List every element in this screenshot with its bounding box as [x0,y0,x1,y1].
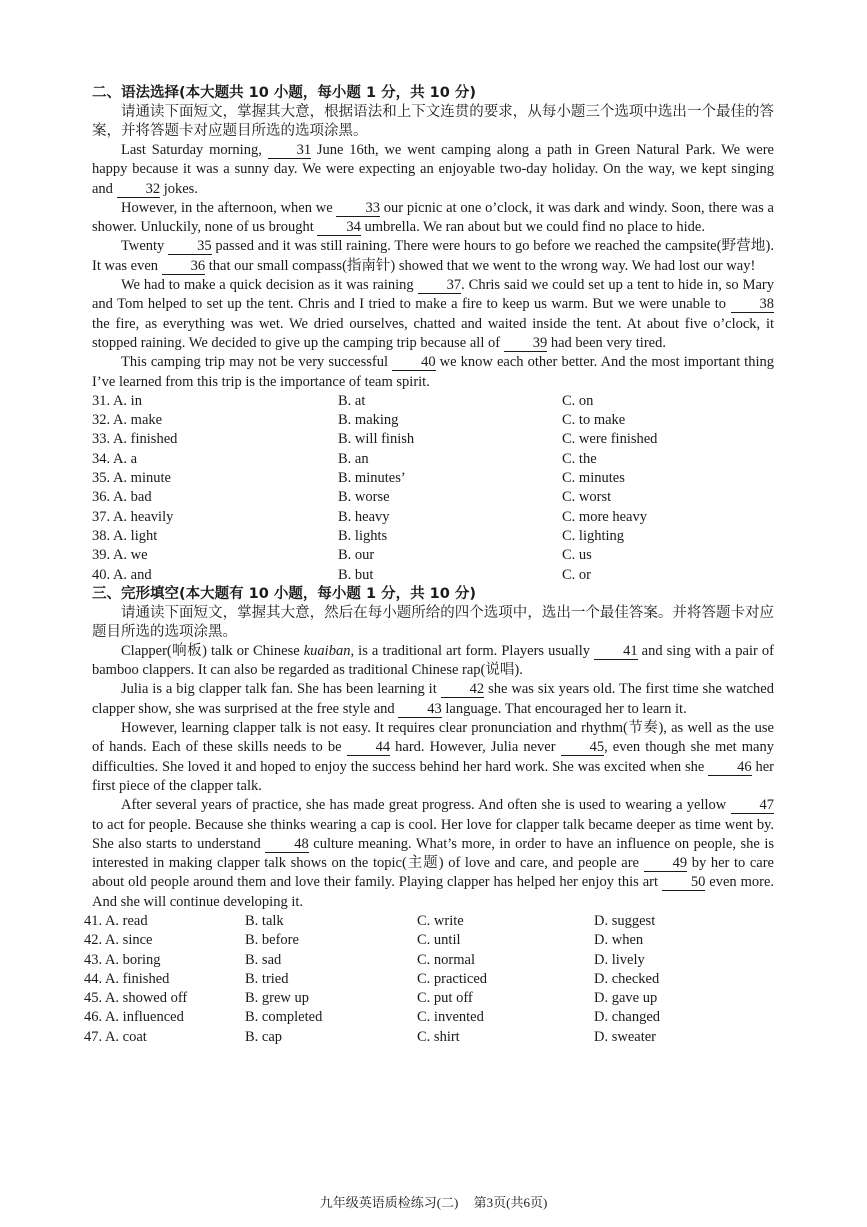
option-choice: B. an [338,450,369,467]
cloze-passage [92,642,774,912]
question-blank: 38 [731,297,775,313]
option-choice: C. worst [562,489,612,506]
question-blank: 39 [504,336,548,352]
passage-paragraph [92,141,774,199]
option-choice: 39. A. we [92,547,148,564]
passage-paragraph [92,796,774,912]
question-blank: 35 [168,239,212,255]
option-choice: B. lights [338,527,388,544]
option-choice: B. tried [245,970,289,987]
question-blank: 32 [117,182,161,198]
cloze-section-instruction: 请通读下面短文，掌握其大意，然后在每小题所给的四个选项中，选出一个最佳答案。并将答题卡对应题目所选的选项涂黑。 [92,604,774,640]
passage-paragraph [92,719,774,796]
grammar-passage [92,141,774,392]
option-choice: C. lighting [562,527,625,544]
option-choice: C. were finished [562,431,658,448]
passage-text: to act for people. Because she thinks wearing a cap is cool. Her love for clapper talk became deeper as time went by. She also starts to understand [92,816,774,852]
passage-text: We had to make a quick decision as it was raining [121,277,418,294]
option-choice: C. to make [562,412,626,429]
passage-text: passed and it was still raining. There were hours to go before we reached the campsite(野营地). It was even [92,238,774,274]
option-choice: B. talk [245,912,284,929]
question-blank: 33 [336,201,380,217]
passage-text: and sing with a pair of bamboo clappers. It can also be regarded as traditional Chinese rap(说唱). [92,642,774,679]
option-choice: B. minutes’ [338,470,406,487]
option-choice: B. but [338,566,374,583]
option-choice: B. making [338,412,399,429]
question-blank: 34 [317,220,361,236]
footer-title: 九年级英语质检练习(二) [319,1195,459,1210]
passage-text: we know each other better. And the most important thing I’ve learned from this trip is the importance of team spirit. [92,354,774,390]
option-choice: 33. A. finished [92,431,178,448]
option-choice: 38. A. light [92,527,158,544]
option-choice: D. checked [594,970,660,987]
option-row [84,970,774,989]
option-choice: B. grew up [245,990,310,1007]
option-choice: 34. A. a [92,450,138,467]
question-blank: 40 [392,355,436,371]
passage-text: jokes. [160,180,198,197]
option-choice: B. heavy [338,508,390,525]
option-row [92,508,774,527]
question-blank: 37 [418,278,462,294]
option-choice: 46. A. influenced [84,1009,184,1026]
option-choice: C. the [562,450,597,467]
passage-paragraph [92,353,774,392]
option-choice: B. will finish [338,431,415,448]
italic-term: kuaiban [303,642,351,659]
option-row [84,931,774,950]
option-choice: B. cap [245,1028,283,1045]
option-row [84,912,774,931]
passage-text: After several years of practice, she has made great progress. And often she is used to wearing a yellow [121,797,731,814]
passage-text: had been very tired. [547,334,666,351]
option-choice: D. sweater [594,1028,657,1045]
footer-page-number: 第3页(共6页) [473,1195,548,1210]
option-row [92,392,774,411]
passage-text: However, learning clapper talk is not easy. It requires clear pronunciation and rhythm(节奏), as well as the use of hands. Each of these skills needs to be [92,720,774,756]
option-choice: C. minutes [562,470,625,487]
option-choice: 32. A. make [92,412,163,429]
option-row [92,411,774,430]
passage-paragraph [92,237,774,276]
question-blank: 49 [644,856,688,872]
option-row [92,566,774,585]
option-choice: C. shirt [417,1028,460,1045]
option-choice: 36. A. bad [92,489,152,506]
passage-text: . Chris said we could set up a tent to hide in, so Mary and Tom helped to set up the tent. Chris and I tried to make a fire to keep us warm. But we were unable to [92,277,774,313]
passage-text: umbrella. We ran about but we could find no place to hide. [360,219,705,236]
page-footer [0,1194,867,1211]
option-choice: C. more heavy [562,508,647,525]
passage-paragraph [92,199,774,238]
option-row [92,430,774,449]
option-choice: 45. A. showed off [84,990,188,1007]
question-blank: 43 [398,702,442,718]
question-blank: 44 [347,740,391,756]
option-row [84,951,774,970]
question-blank: 47 [731,798,775,814]
option-choice: B. sad [245,951,282,968]
passage-paragraph [92,642,774,681]
option-choice: C. practiced [417,970,488,987]
option-row [92,546,774,565]
option-choice: C. normal [417,951,475,968]
grammar-section-heading: 二、语法选择(本大题共 10 小题，每小题 1 分，共 10 分) [92,85,476,101]
passage-text: culture meaning. What’s more, in order to have an influence on people, she is interested in making clapper talk shows on the topic(主题) of love and care, and people are [92,835,774,872]
passage-text: that our small compass(指南针) showed that we went to the wrong way. We had lost our way! [205,257,756,274]
option-choice: C. on [562,392,594,409]
passage-text: our picnic at one o’clock, it was dark and windy. Soon, there was a shower. Unluckily, none of us brought [92,199,774,236]
option-row [92,469,774,488]
passage-paragraph [92,680,774,719]
passage-text: Twenty [121,238,169,255]
option-choice: B. our [338,547,375,564]
cloze-options [84,912,774,1047]
passage-text: This camping trip may not be very successful [121,354,393,371]
question-blank: 46 [708,760,752,776]
passage-text: However, in the afternoon, when we [121,199,337,216]
option-choice: C. write [417,912,464,929]
option-choice: C. put off [417,990,473,1007]
option-choice: B. completed [245,1009,323,1026]
option-choice: 35. A. minute [92,470,171,487]
option-choice: 44. A. finished [84,970,170,987]
passage-text: by her to care about old people around them and love their family. Playing clapper has helped her enjoy this art [92,855,774,891]
exam-page [84,84,775,1047]
passage-text: hard. However, Julia never [390,739,561,756]
option-choice: B. worse [338,489,390,506]
passage-text: she was six years old. The first time she watched clapper show, she was surprised at the free style and [92,681,774,717]
option-row [84,1028,774,1047]
question-blank: 50 [662,875,706,891]
question-blank: 45 [561,740,605,756]
grammar-options [92,392,774,585]
option-choice: 40. A. and [92,566,152,583]
option-choice: 37. A. heavily [92,508,174,525]
question-blank: 41 [594,644,638,660]
option-row [92,488,774,507]
option-choice: C. invented [417,1009,484,1026]
question-blank: 36 [162,259,206,275]
question-blank: 31 [268,143,312,159]
option-choice: D. changed [594,1009,661,1026]
option-choice: 41. A. read [84,912,148,929]
passage-paragraph [92,276,774,353]
question-blank: 42 [441,682,485,698]
option-choice: D. gave up [594,990,658,1007]
option-row [84,989,774,1008]
option-choice: C. us [562,547,592,564]
option-row [92,527,774,546]
passage-text: , even though she met many difficulties. She loved it and hoped to enjoy the success behind her hard work. She was excited when she [92,739,774,775]
option-choice: D. lively [594,951,645,968]
option-row [92,450,774,469]
cloze-section [84,585,775,1047]
passage-text: the fire, as everything was wet. We dried ourselves, chatted and waited inside the tent. At about five o’clock, it stopped raining. We decided to give up the camping trip because all of [92,315,774,351]
grammar-section [92,84,774,585]
question-blank: 48 [265,837,309,853]
option-choice: D. suggest [594,912,656,929]
passage-text: , is a traditional art form. Players usually [350,642,595,659]
passage-text: Julia is a big clapper talk fan. She has been learning it [121,681,441,698]
option-choice: B. before [245,932,299,949]
option-choice: 31. A. in [92,392,142,409]
option-choice: B. at [338,392,366,409]
option-choice: 42. A. since [84,932,153,949]
passage-text: language. That encouraged her to learn it. [441,700,687,717]
passage-text: her first piece of the clapper talk. [92,758,775,794]
option-row [84,1008,774,1027]
option-choice: 43. A. boring [84,951,161,968]
passage-text: even more. And she will continue developing it. [92,874,774,910]
option-choice: D. when [594,932,644,949]
passage-text: June 16th, we went camping along a path in Green Natural Park. We were happy because it was a sunny day. We were expecting an enjoyable two-day holiday. On the way, we kept singing and [92,142,774,197]
option-choice: C. or [562,566,591,583]
option-choice: 47. A. coat [84,1028,147,1045]
option-choice: C. until [417,932,461,949]
cloze-section-heading: 三、完形填空(本大题有 10 小题，每小题 1 分，共 10 分) [92,585,476,602]
grammar-section-instruction: 请通读下面短文，掌握其大意，根据语法和上下文连贯的要求，从每小题三个选项中选出一个最佳的答案，并将答题卡对应题目所选的选项涂黑。 [92,104,774,139]
passage-text: Last Saturday morning, [121,142,268,158]
passage-text: Clapper(响板) talk or Chinese [121,642,304,659]
